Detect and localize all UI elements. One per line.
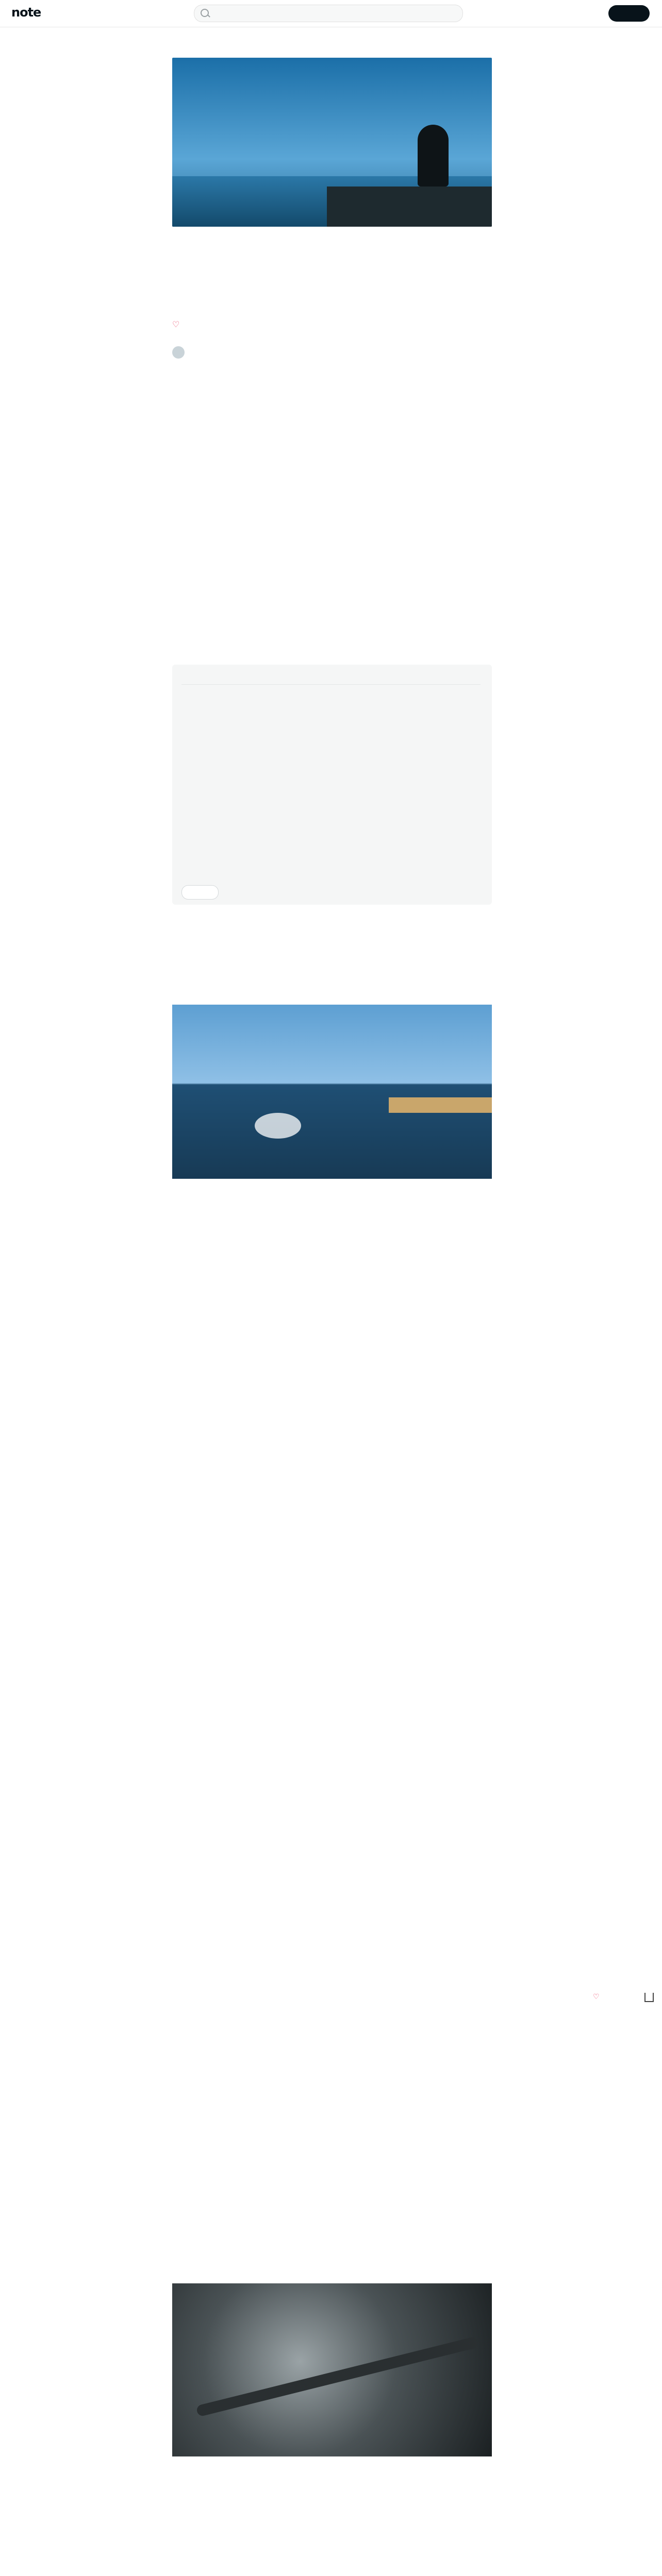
hero-subtitle-line2 <box>192 149 346 164</box>
landing-net-photo <box>172 2283 492 2456</box>
heart-icon[interactable]: ♡ <box>172 319 180 329</box>
hero-image <box>172 58 492 227</box>
signup-button[interactable] <box>608 5 650 22</box>
hero-title-line1 <box>192 78 346 93</box>
share-icon[interactable] <box>644 1993 654 2002</box>
login-link[interactable] <box>560 7 601 20</box>
hero-title-line2 <box>192 101 346 115</box>
hero-subtitle-line1 <box>192 135 346 149</box>
avatar[interactable] <box>172 346 185 359</box>
toc-heading <box>181 673 481 685</box>
sidebar-like-button[interactable]: ♡ <box>593 1993 600 2001</box>
rock <box>327 187 492 227</box>
note-logo[interactable]: note <box>11 5 41 20</box>
table-of-contents <box>172 665 492 905</box>
article-column <box>172 0 492 2576</box>
water-splash <box>255 1113 301 1139</box>
net-pole <box>196 2336 479 2417</box>
pier <box>389 1097 492 1113</box>
toc-more-button[interactable] <box>181 885 219 900</box>
person-silhouette <box>418 125 449 187</box>
fishing-photo <box>172 1005 492 1179</box>
